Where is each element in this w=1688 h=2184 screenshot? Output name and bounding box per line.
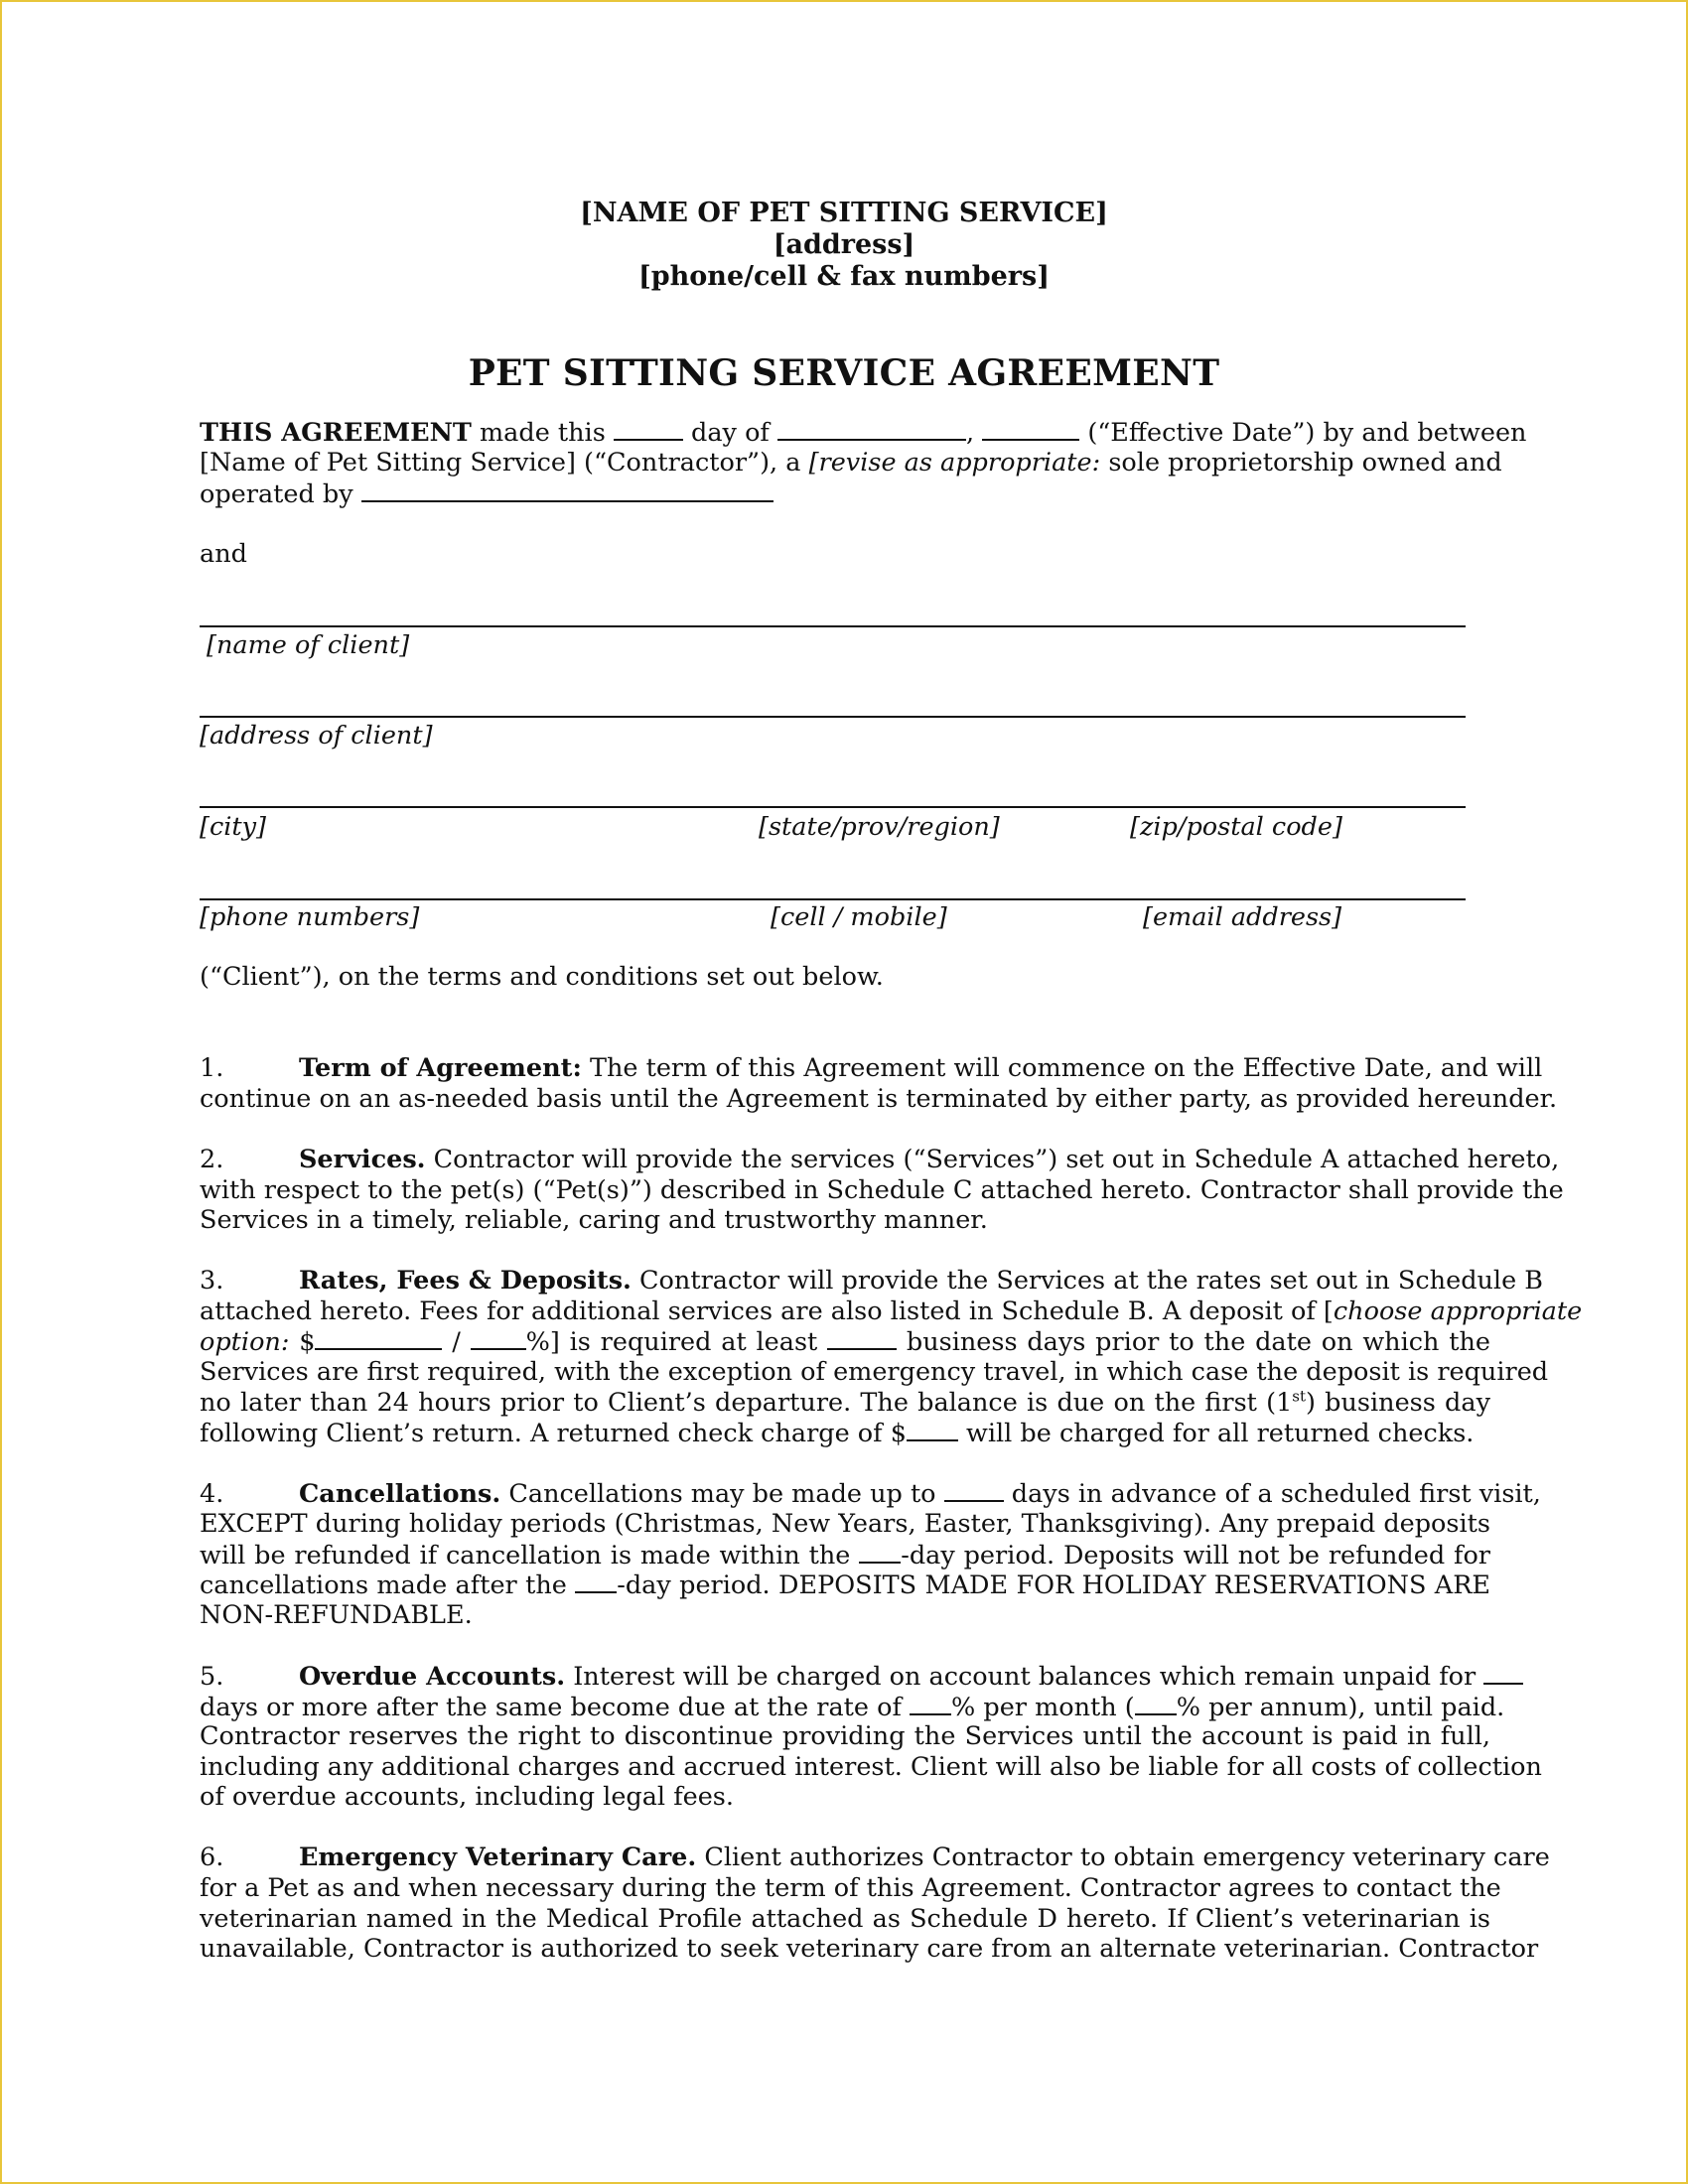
intro-line-3 — [200, 478, 774, 509]
blank-annual-rate[interactable] — [1135, 1692, 1177, 1715]
section-6-number: 6. — [200, 1843, 224, 1872]
intro-contractor: [Name of Pet Sitting Service] (“Contractor”), a — [200, 448, 801, 478]
client-address-label: [address of client] — [200, 721, 433, 751]
intro-made-this: made this — [479, 418, 606, 448]
blank-overdue-days[interactable] — [1483, 1661, 1523, 1685]
section-3-superscript: st — [1292, 1387, 1307, 1406]
client-address-line[interactable] — [200, 716, 1466, 718]
section-4-refund: will be refunded if cancellation is made within the — [200, 1541, 851, 1570]
blank-refund-period[interactable] — [859, 1540, 901, 1564]
section-5-line-2 — [200, 1692, 1505, 1722]
section-3-line-2 — [200, 1297, 1583, 1326]
intro-operated-by: operated by — [200, 479, 353, 509]
client-city-label: [city] — [200, 812, 266, 842]
section-1-heading: Term of Agreement: — [299, 1053, 582, 1083]
section-3-check-charge: following Client’s return. A returned check charge of $ — [200, 1419, 907, 1448]
service-name-heading: [NAME OF PET SITTING SERVICE] — [580, 198, 1108, 228]
client-phone-line[interactable] — [200, 898, 1466, 900]
section-5-line-1 — [200, 1661, 1490, 1692]
section-3-slash: / — [452, 1327, 461, 1357]
blank-day[interactable] — [614, 417, 683, 441]
and-text: and — [200, 539, 247, 569]
blank-nonrefund-period[interactable] — [575, 1570, 617, 1593]
section-1-line-1 — [200, 1053, 1543, 1083]
section-5-line-4: including any additional charges and accrued interest. Client will also be liable for all costs of collection — [200, 1752, 1542, 1782]
section-6-line-4: unavailable, Contractor is authorized to seek veterinary care from an alternate veterinarian. Contractor — [200, 1934, 1539, 1964]
section-4-refund-period: -day period. Deposits will not be refunded for — [901, 1541, 1490, 1570]
client-state-label: [state/prov/region] — [759, 812, 1000, 842]
section-3-required: %] is required at least — [525, 1327, 818, 1357]
section-4-line-4 — [200, 1570, 1490, 1600]
section-4-number: 4. — [200, 1479, 224, 1509]
section-2-line-3: Services in a timely, reliable, caring and trustworthy manner. — [200, 1205, 988, 1235]
section-4-heading: Cancellations. — [299, 1479, 501, 1509]
section-3-line-1 — [200, 1266, 1544, 1296]
section-5-rate: days or more after the same become due at the rate of — [200, 1693, 902, 1722]
client-email-label: [email address] — [1143, 902, 1342, 932]
blank-month[interactable] — [777, 417, 966, 441]
section-3-option: option: — [200, 1327, 290, 1357]
page-title: PET SITTING SERVICE AGREEMENT — [468, 352, 1220, 394]
section-3-line-3 — [200, 1326, 1490, 1357]
client-cell-label: [cell / mobile] — [771, 902, 947, 932]
section-4-text-b: days in advance of a scheduled first visit, — [1011, 1479, 1541, 1509]
intro-day-of: day of — [691, 418, 770, 448]
section-1-number: 1. — [200, 1053, 224, 1083]
intro-proprietorship: sole proprietorship owned and — [1108, 448, 1502, 478]
blank-business-days[interactable] — [827, 1326, 897, 1350]
section-3-business-days: business days prior to the date on which the — [906, 1327, 1490, 1357]
intro-comma: , — [965, 418, 975, 448]
blank-deposit-percent[interactable] — [471, 1326, 526, 1350]
section-3-returned-checks: will be charged for all returned checks. — [966, 1419, 1475, 1448]
section-2-line-2: with respect to the pet(s) (“Pet(s)”) described in Schedule C attached hereto. Contractor shall provide the — [200, 1175, 1564, 1205]
section-6-line-3: veterinarian named in the Medical Profile attached as Schedule D hereto. If Client’s veterinarian is — [200, 1904, 1490, 1934]
section-4-line-2: EXCEPT during holiday periods (Christmas, New Years, Easter, Thanksgiving). Any prepaid deposits — [200, 1509, 1490, 1539]
section-4-line-5: NON-REFUNDABLE. — [200, 1600, 473, 1630]
client-name-line[interactable] — [200, 625, 1466, 627]
client-phone-label: [phone numbers] — [200, 902, 420, 932]
section-2-heading: Services. — [299, 1145, 426, 1174]
section-1-text: The term of this Agreement will commence on the Effective Date, and will — [589, 1053, 1543, 1083]
intro-line-1 — [200, 417, 1527, 448]
section-3-business-day: ) business day — [1306, 1388, 1490, 1418]
blank-check-charge[interactable] — [907, 1418, 958, 1441]
section-4-after: cancellations made after the — [200, 1570, 567, 1600]
section-3-number: 3. — [200, 1266, 224, 1296]
section-5-line-3: Contractor reserves the right to discontinue providing the Services until the account is paid in full, — [200, 1721, 1490, 1751]
blank-cancel-days[interactable] — [944, 1478, 1004, 1502]
client-closing: (“Client”), on the terms and conditions set out below. — [200, 962, 884, 992]
section-4-holiday: -day period. DEPOSITS MADE FOR HOLIDAY RESERVATIONS ARE — [617, 1570, 1491, 1600]
blank-owner-name[interactable] — [361, 478, 774, 502]
section-3-line-4: Services are first required, with the exception of emergency travel, in which case the deposit is required — [200, 1357, 1549, 1387]
service-phone-heading: [phone/cell & fax numbers] — [638, 261, 1050, 292]
section-2-number: 2. — [200, 1145, 224, 1174]
section-3-choose-note: choose appropriate — [1333, 1297, 1583, 1326]
service-address-heading: [address] — [773, 229, 915, 260]
section-5-text: Interest will be charged on account balances which remain unpaid for — [573, 1662, 1477, 1692]
intro-effective-date: (“Effective Date”) by and between — [1087, 418, 1527, 448]
section-3-dollar: $ — [299, 1327, 316, 1357]
section-5-number: 5. — [200, 1662, 224, 1692]
section-6-line-1 — [200, 1843, 1550, 1872]
section-3-line-6 — [200, 1418, 1474, 1448]
blank-year[interactable] — [982, 417, 1079, 441]
client-city-line[interactable] — [200, 806, 1466, 808]
section-6-text: Client authorizes Contractor to obtain emergency veterinary care — [704, 1843, 1550, 1872]
section-4-line-1 — [200, 1478, 1541, 1509]
intro-line-2 — [200, 448, 1502, 478]
section-3-line-5 — [200, 1388, 1490, 1418]
section-6-line-2: for a Pet as and when necessary during the term of this Agreement. Contractor agrees to contact the — [200, 1873, 1501, 1903]
client-name-label: [name of client] — [207, 630, 410, 660]
section-3-heading: Rates, Fees & Deposits. — [299, 1266, 632, 1296]
section-4-text-a: Cancellations may be made up to — [508, 1479, 936, 1509]
section-5-per-annum: % per annum), until paid. — [1176, 1693, 1505, 1722]
section-4-line-3 — [200, 1540, 1490, 1570]
section-3-balance: no later than 24 hours prior to Client’s departure. The balance is due on the first (1 — [200, 1388, 1293, 1418]
section-3-text: Contractor will provide the Services at the rates set out in Schedule B — [639, 1266, 1544, 1296]
blank-deposit-amount[interactable] — [315, 1326, 442, 1350]
section-3-deposit: attached hereto. Fees for additional services are also listed in Schedule B. A deposit of [ — [200, 1297, 1334, 1326]
section-2-line-1 — [200, 1145, 1560, 1174]
intro-lead: THIS AGREEMENT — [200, 418, 472, 448]
blank-monthly-rate[interactable] — [910, 1692, 951, 1715]
section-5-line-5: of overdue accounts, including legal fees. — [200, 1782, 735, 1812]
section-1-line-2: continue on an as-needed basis until the Agreement is terminated by either party, as provided hereunder. — [200, 1084, 1558, 1114]
section-6-heading: Emergency Veterinary Care. — [299, 1843, 697, 1872]
client-zip-label: [zip/postal code] — [1130, 812, 1342, 842]
intro-revise-note: [revise as appropriate: — [808, 448, 1101, 478]
section-2-text: Contractor will provide the services (“Services”) set out in Schedule A attached hereto, — [433, 1145, 1560, 1174]
section-5-per-month: % per month ( — [951, 1693, 1135, 1722]
section-5-heading: Overdue Accounts. — [299, 1662, 566, 1692]
